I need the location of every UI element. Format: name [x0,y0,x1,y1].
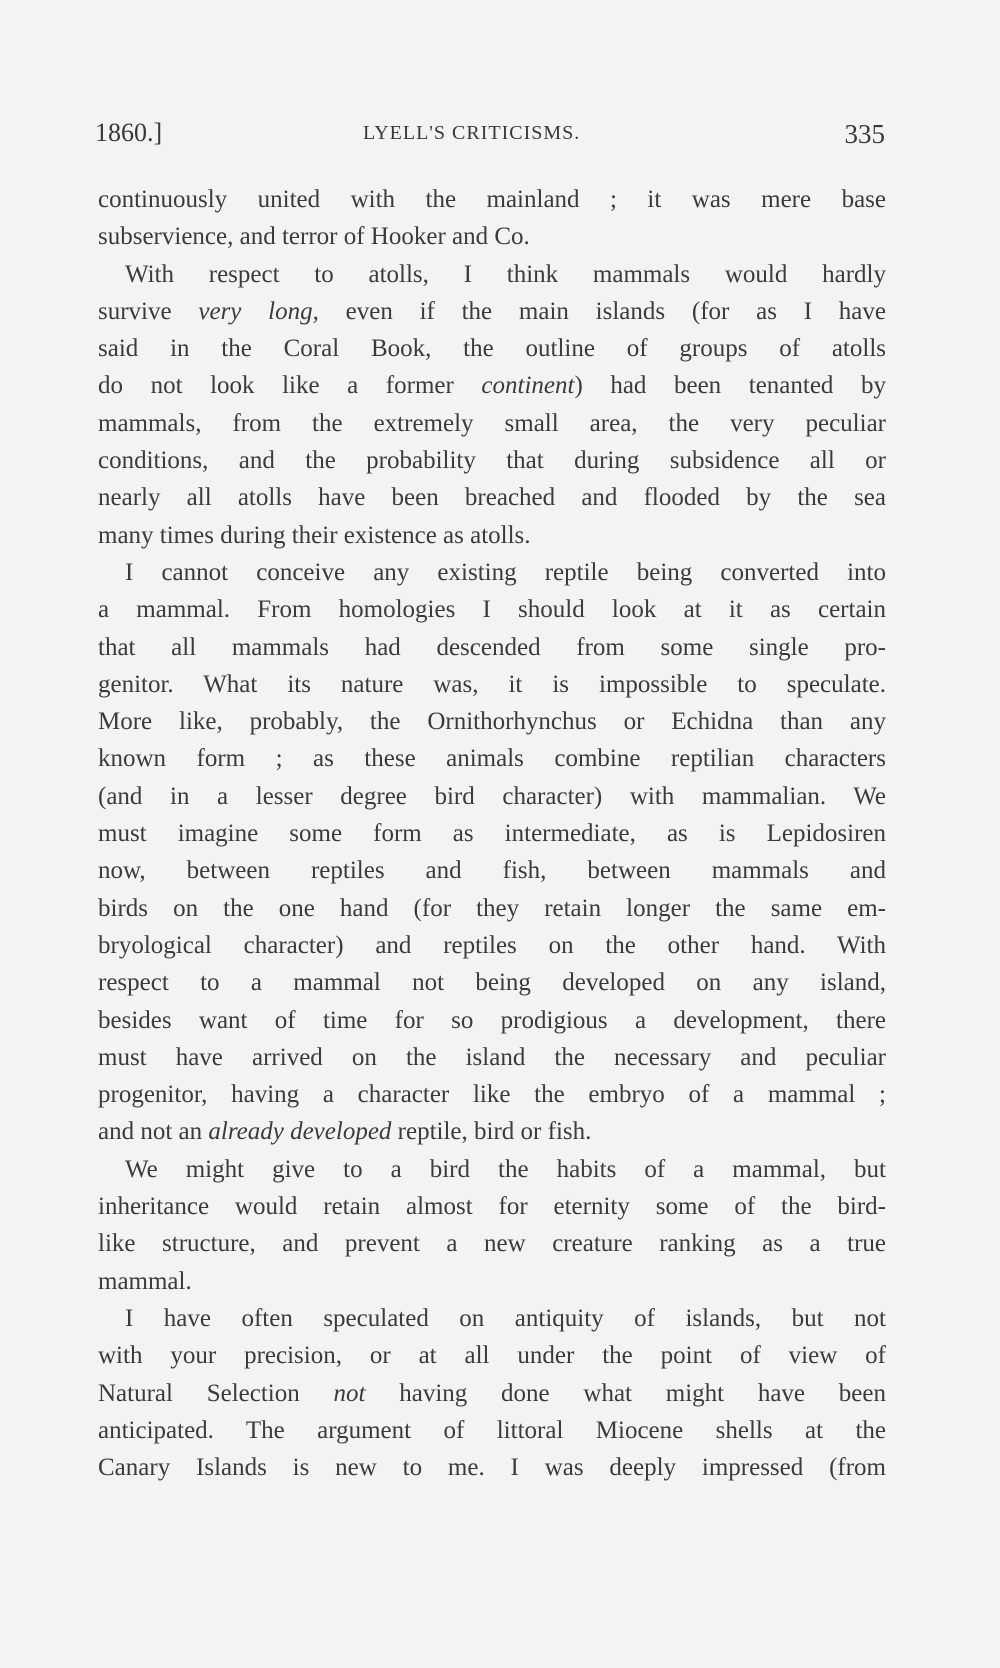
text-line: conditions, and the probability that during subsidence all or [98,447,886,475]
text-line: do not look like a former continent) had been tenanted by [98,372,886,400]
running-head-year: 1860.] [95,118,163,147]
text-line: many times during their existence as atolls. [98,521,531,549]
text-line: We might give to a bird the habits of a mammal, but [125,1155,886,1183]
running-head [95,118,885,154]
text-line: and not an already developed reptile, bird or fish. [98,1118,592,1146]
text-line: subservience, and terror of Hooker and Co. [98,223,530,251]
text-line: bryological character) and reptiles on the other hand. With [98,931,886,959]
text-line: continuously united with the mainland ; it was mere base [98,186,886,213]
text-line: I cannot conceive any existing reptile being converted into [125,558,886,586]
text-line: (and in a lesser degree bird character) with mammalian. We [98,782,886,810]
text-line: I have often speculated on antiquity of islands, but not [125,1304,886,1332]
text-line: known form ; as these animals combine reptilian characters [98,745,886,773]
text-line: Natural Selection not having done what might have been [98,1379,886,1407]
text-line: that all mammals had descended from some single pro- [98,633,886,661]
text-line: besides want of time for so prodigious a development, there [98,1006,886,1034]
text-line: inheritance would retain almost for eternity some of the bird- [98,1193,886,1221]
text-line: must have arrived on the island the necessary and peculiar [98,1043,886,1071]
text-line: now, between reptiles and fish, between mammals and [98,857,886,885]
page-number: 335 [844,119,885,149]
text-line: birds on the one hand (for they retain longer the same em- [98,894,886,922]
italic-emphasis: not [333,1379,366,1407]
italic-emphasis: already developed [208,1118,392,1146]
text-line: genitor. What its nature was, it is impossible to speculate. [98,670,886,698]
text-line: Canary Islands is new to me. I was deeply impressed (from [98,1454,886,1482]
text-line: nearly all atolls have been breached and flooded by the sea [98,484,886,512]
running-head-title: LYELL'S CRITICISMS. [363,122,581,144]
text-line: survive very long, even if the main islands (for as I have [98,297,886,325]
text-line: With respect to atolls, I think mammals would hardly [125,260,886,288]
text-line: respect to a mammal not being developed on any island, [98,969,886,997]
text-line: More like, probably, the Ornithorhynchus or Echidna than any [98,708,886,736]
text-line: must imagine some form as intermediate, as is Lepidosiren [98,820,886,848]
text-line: progenitor, having a character like the embryo of a mammal ; [98,1081,886,1109]
italic-emphasis: continent [481,372,575,400]
text-line: a mammal. From homologies I should look at it as certain [98,596,886,624]
body-text [98,181,886,1486]
text-line: said in the Coral Book, the outline of groups of atolls [98,335,886,363]
italic-emphasis: very long, [198,297,319,325]
text-line: mammals, from the extremely small area, the very peculiar [98,409,886,437]
text-line: mammal. [98,1267,192,1295]
text-line: like structure, and prevent a new creature ranking as a true [98,1230,886,1258]
text-line: anticipated. The argument of littoral Miocene shells at the [98,1416,886,1444]
text-line: with your precision, or at all under the point of view of [98,1342,886,1370]
